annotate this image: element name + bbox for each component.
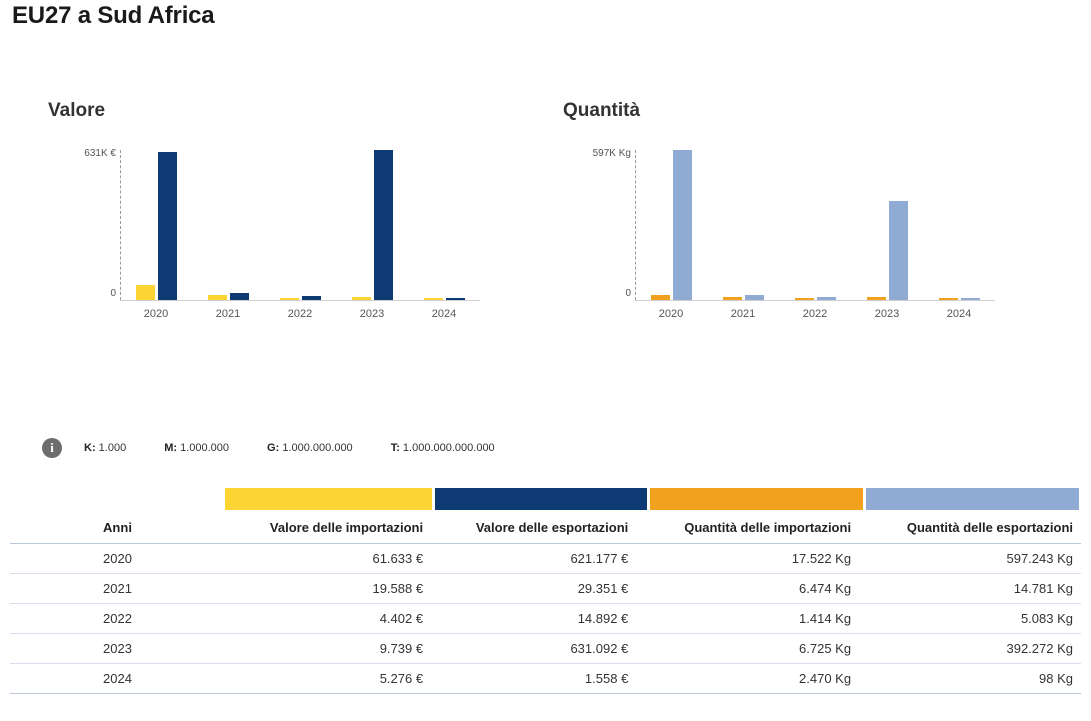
- bar-export-value-2023[interactable]: [374, 150, 393, 300]
- scale-key-m: M:: [164, 442, 178, 454]
- column-header-valore-esportazioni: Valore delle esportazioni: [431, 514, 636, 544]
- scale-note-t: [391, 442, 495, 454]
- bar-export-value-2020[interactable]: [158, 152, 177, 300]
- cell-valore-esportazioni: 621.177 €: [431, 544, 636, 574]
- cell-quantita-importazioni: 6.474 Kg: [636, 574, 859, 604]
- table-row: [10, 634, 1081, 664]
- bar-group-2021: [707, 150, 779, 300]
- x-label-2022: 2022: [287, 308, 313, 320]
- scale-note-g: [267, 442, 353, 454]
- bar-group-2021: [192, 150, 264, 300]
- bar-groups-quantita: [635, 150, 995, 300]
- bar-group-2024: [408, 150, 480, 300]
- scale-value-m: 1.000.000: [180, 442, 230, 454]
- x-axis-labels-quantita: [635, 308, 995, 320]
- column-header-anni: Anni: [10, 514, 225, 544]
- cell-valore-esportazioni: 1.558 €: [431, 664, 636, 694]
- data-table-section: [10, 488, 1081, 694]
- chart-quantita: [535, 92, 1055, 422]
- cell-valore-importazioni: 5.276 €: [225, 664, 431, 694]
- x-label-2024: 2024: [431, 308, 457, 320]
- cell-anno: 2020: [10, 544, 225, 574]
- legend-swatch-export-quantity: [866, 488, 1079, 510]
- x-label-2023: 2023: [359, 308, 385, 320]
- cell-anno: 2023: [10, 634, 225, 664]
- scale-note-m: [164, 442, 229, 454]
- cell-quantita-importazioni: 6.725 Kg: [636, 634, 859, 664]
- bar-import-value-2022[interactable]: [280, 298, 299, 300]
- x-label-2023: 2023: [874, 308, 900, 320]
- cell-quantita-esportazioni: 597.243 Kg: [859, 544, 1081, 574]
- bar-group-2020: [635, 150, 707, 300]
- table-row: [10, 664, 1081, 694]
- bar-export-quantity-2024[interactable]: [961, 298, 980, 300]
- cell-quantita-esportazioni: 392.272 Kg: [859, 634, 1081, 664]
- x-label-2020: 2020: [143, 308, 169, 320]
- y-axis-max-label-quantita: 597K Kg: [592, 148, 631, 159]
- bar-export-value-2024[interactable]: [446, 298, 465, 300]
- bar-export-value-2022[interactable]: [302, 296, 321, 300]
- x-label-2020: 2020: [658, 308, 684, 320]
- legend-swatch-import-value: [225, 488, 432, 510]
- x-axis-baseline: [120, 300, 480, 301]
- bar-export-value-2021[interactable]: [230, 293, 249, 300]
- scale-value-t: 1.000.000.000.000: [402, 442, 495, 454]
- bar-group-2022: [779, 150, 851, 300]
- cell-valore-esportazioni: 29.351 €: [431, 574, 636, 604]
- y-axis-max-label-valore: 631K €: [84, 148, 116, 159]
- legend-color-bar: [10, 488, 1081, 510]
- bar-export-quantity-2022[interactable]: [817, 297, 836, 300]
- info-icon[interactable]: i: [42, 438, 62, 458]
- cell-valore-importazioni: 61.633 €: [225, 544, 431, 574]
- cell-quantita-esportazioni: 14.781 Kg: [859, 574, 1081, 604]
- bar-export-quantity-2020[interactable]: [673, 150, 692, 300]
- cell-valore-importazioni: 9.739 €: [225, 634, 431, 664]
- bar-group-2023: [851, 150, 923, 300]
- bar-import-value-2023[interactable]: [352, 297, 371, 300]
- bar-import-quantity-2022[interactable]: [795, 298, 814, 300]
- cell-anno: 2022: [10, 604, 225, 634]
- column-header-valore-importazioni: Valore delle importazioni: [225, 514, 431, 544]
- scale-key-t: T:: [390, 442, 400, 454]
- bar-export-quantity-2023[interactable]: [889, 201, 908, 300]
- bar-import-quantity-2023[interactable]: [867, 297, 886, 300]
- cell-quantita-importazioni: 17.522 Kg: [636, 544, 859, 574]
- column-header-quantita-importazioni: Quantità delle importazioni: [636, 514, 859, 544]
- table-row: [10, 574, 1081, 604]
- scale-key-k: K:: [84, 442, 96, 454]
- bar-import-quantity-2024[interactable]: [939, 298, 958, 300]
- scale-note-k: [84, 442, 126, 454]
- cell-quantita-importazioni: 1.414 Kg: [636, 604, 859, 634]
- x-label-2021: 2021: [215, 308, 241, 320]
- scale-value-g: 1.000.000.000: [282, 442, 353, 454]
- cell-valore-importazioni: 19.588 €: [225, 574, 431, 604]
- cell-valore-importazioni: 4.402 €: [225, 604, 431, 634]
- legend-swatch-export-value: [435, 488, 647, 510]
- chart-title-valore: Valore: [48, 100, 106, 121]
- bar-groups-valore: [120, 150, 480, 300]
- table-row: [10, 604, 1081, 634]
- x-label-2021: 2021: [730, 308, 756, 320]
- bar-import-value-2021[interactable]: [208, 295, 227, 300]
- bar-group-2020: [120, 150, 192, 300]
- chart-title-quantita: Quantità: [563, 100, 641, 121]
- table-header-row: [10, 514, 1081, 544]
- cell-anno: 2021: [10, 574, 225, 604]
- column-header-quantita-esportazioni: Quantità delle esportazioni: [859, 514, 1081, 544]
- cell-valore-esportazioni: 14.892 €: [431, 604, 636, 634]
- cell-quantita-esportazioni: 98 Kg: [859, 664, 1081, 694]
- bar-group-2023: [336, 150, 408, 300]
- chart-valore: [20, 92, 540, 422]
- cell-valore-esportazioni: 631.092 €: [431, 634, 636, 664]
- charts-area: [0, 92, 1091, 422]
- bar-export-quantity-2021[interactable]: [745, 295, 764, 300]
- page-title: EU27 a Sud Africa: [12, 2, 215, 29]
- bar-group-2022: [264, 150, 336, 300]
- cell-quantita-esportazioni: 5.083 Kg: [859, 604, 1081, 634]
- x-axis-labels-valore: [120, 308, 480, 320]
- legend-swatch-import-quantity: [650, 488, 863, 510]
- plot-valore: [48, 148, 518, 368]
- scale-note: [42, 438, 533, 458]
- bar-import-quantity-2020[interactable]: [651, 295, 670, 300]
- x-label-2022: 2022: [802, 308, 828, 320]
- bar-import-value-2024[interactable]: [424, 298, 443, 300]
- y-axis-zero-label-quantita: 0: [625, 288, 631, 299]
- data-table: [10, 514, 1081, 694]
- scale-key-g: G:: [267, 442, 280, 454]
- y-axis-zero-label-valore: 0: [110, 288, 116, 299]
- bar-import-quantity-2021[interactable]: [723, 297, 742, 300]
- table-row: [10, 544, 1081, 574]
- plot-quantita: [563, 148, 1033, 368]
- cell-anno: 2024: [10, 664, 225, 694]
- legend-spacer: [10, 488, 225, 510]
- scale-value-k: 1.000: [98, 442, 127, 454]
- x-label-2024: 2024: [946, 308, 972, 320]
- x-axis-baseline: [635, 300, 995, 301]
- cell-quantita-importazioni: 2.470 Kg: [636, 664, 859, 694]
- bar-group-2024: [923, 150, 995, 300]
- bar-import-value-2020[interactable]: [136, 285, 155, 300]
